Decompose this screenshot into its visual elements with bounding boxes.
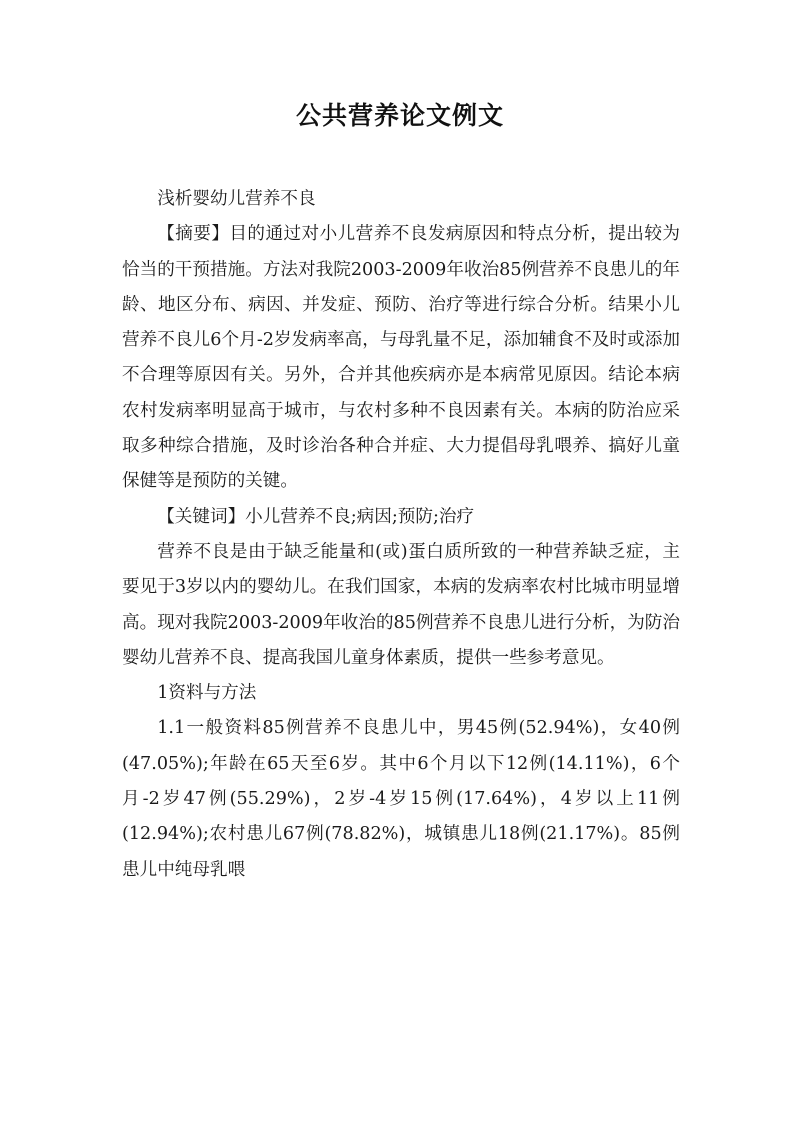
intro-paragraph: 营养不良是由于缺乏能量和(或)蛋白质所致的一种营养缺乏症，主要见于3岁以内的婴幼儿。在我们国家，本病的发病率农村比城市明显增高。现对我院2003-2009年收治的85例营养不良患儿进行分析，为防治婴幼儿营养不良、提高我国儿童身体素质，提供一些参考意见。 (122, 541, 680, 668)
keywords-paragraph: 【关键词】小儿营养不良;病因;预防;治疗 (157, 506, 475, 527)
section-1-1-paragraph: 1.1一般资料85例营养不良患儿中，男45例(52.94%)，女40例(47.05%);年龄在65天至6岁。其中6个月以下12例(14.11%)，6个月-2岁47例(55.29%)，2岁-4岁15例(17.64%)，4岁以上11例(12.94%);农村患儿67例(78.82%)，城镇患儿18例(21.17%)。85例患儿中纯母乳喂 (122, 718, 680, 880)
article-subtitle: 浅析婴幼儿营养不良 (157, 189, 316, 209)
document-title: 公共营养论文例文 (295, 101, 504, 130)
abstract-paragraph: 【摘要】目的通过对小儿营养不良发病原因和特点分析，提出较为恰当的干预措施。方法对我院2003-2009年收治85例营养不良患儿的年龄、地区分布、病因、并发症、预防、治疗等进行综合分析。结果小儿营养不良儿6个月-2岁发病率高，与母乳量不足，添加辅食不及时或添加不合理等原因有关。另外，合并其他疾病亦是本病常见原因。结论本病农村发病率明显高于城市，与农村多种不良因素有关。本病的防治应采取多种综合措施，及时诊治各种合并症、大力提倡母乳喂养、搞好儿童保健等是预防的关键。 (122, 224, 680, 492)
section-1-heading: 1资料与方法 (157, 683, 257, 704)
document-body (122, 182, 680, 888)
